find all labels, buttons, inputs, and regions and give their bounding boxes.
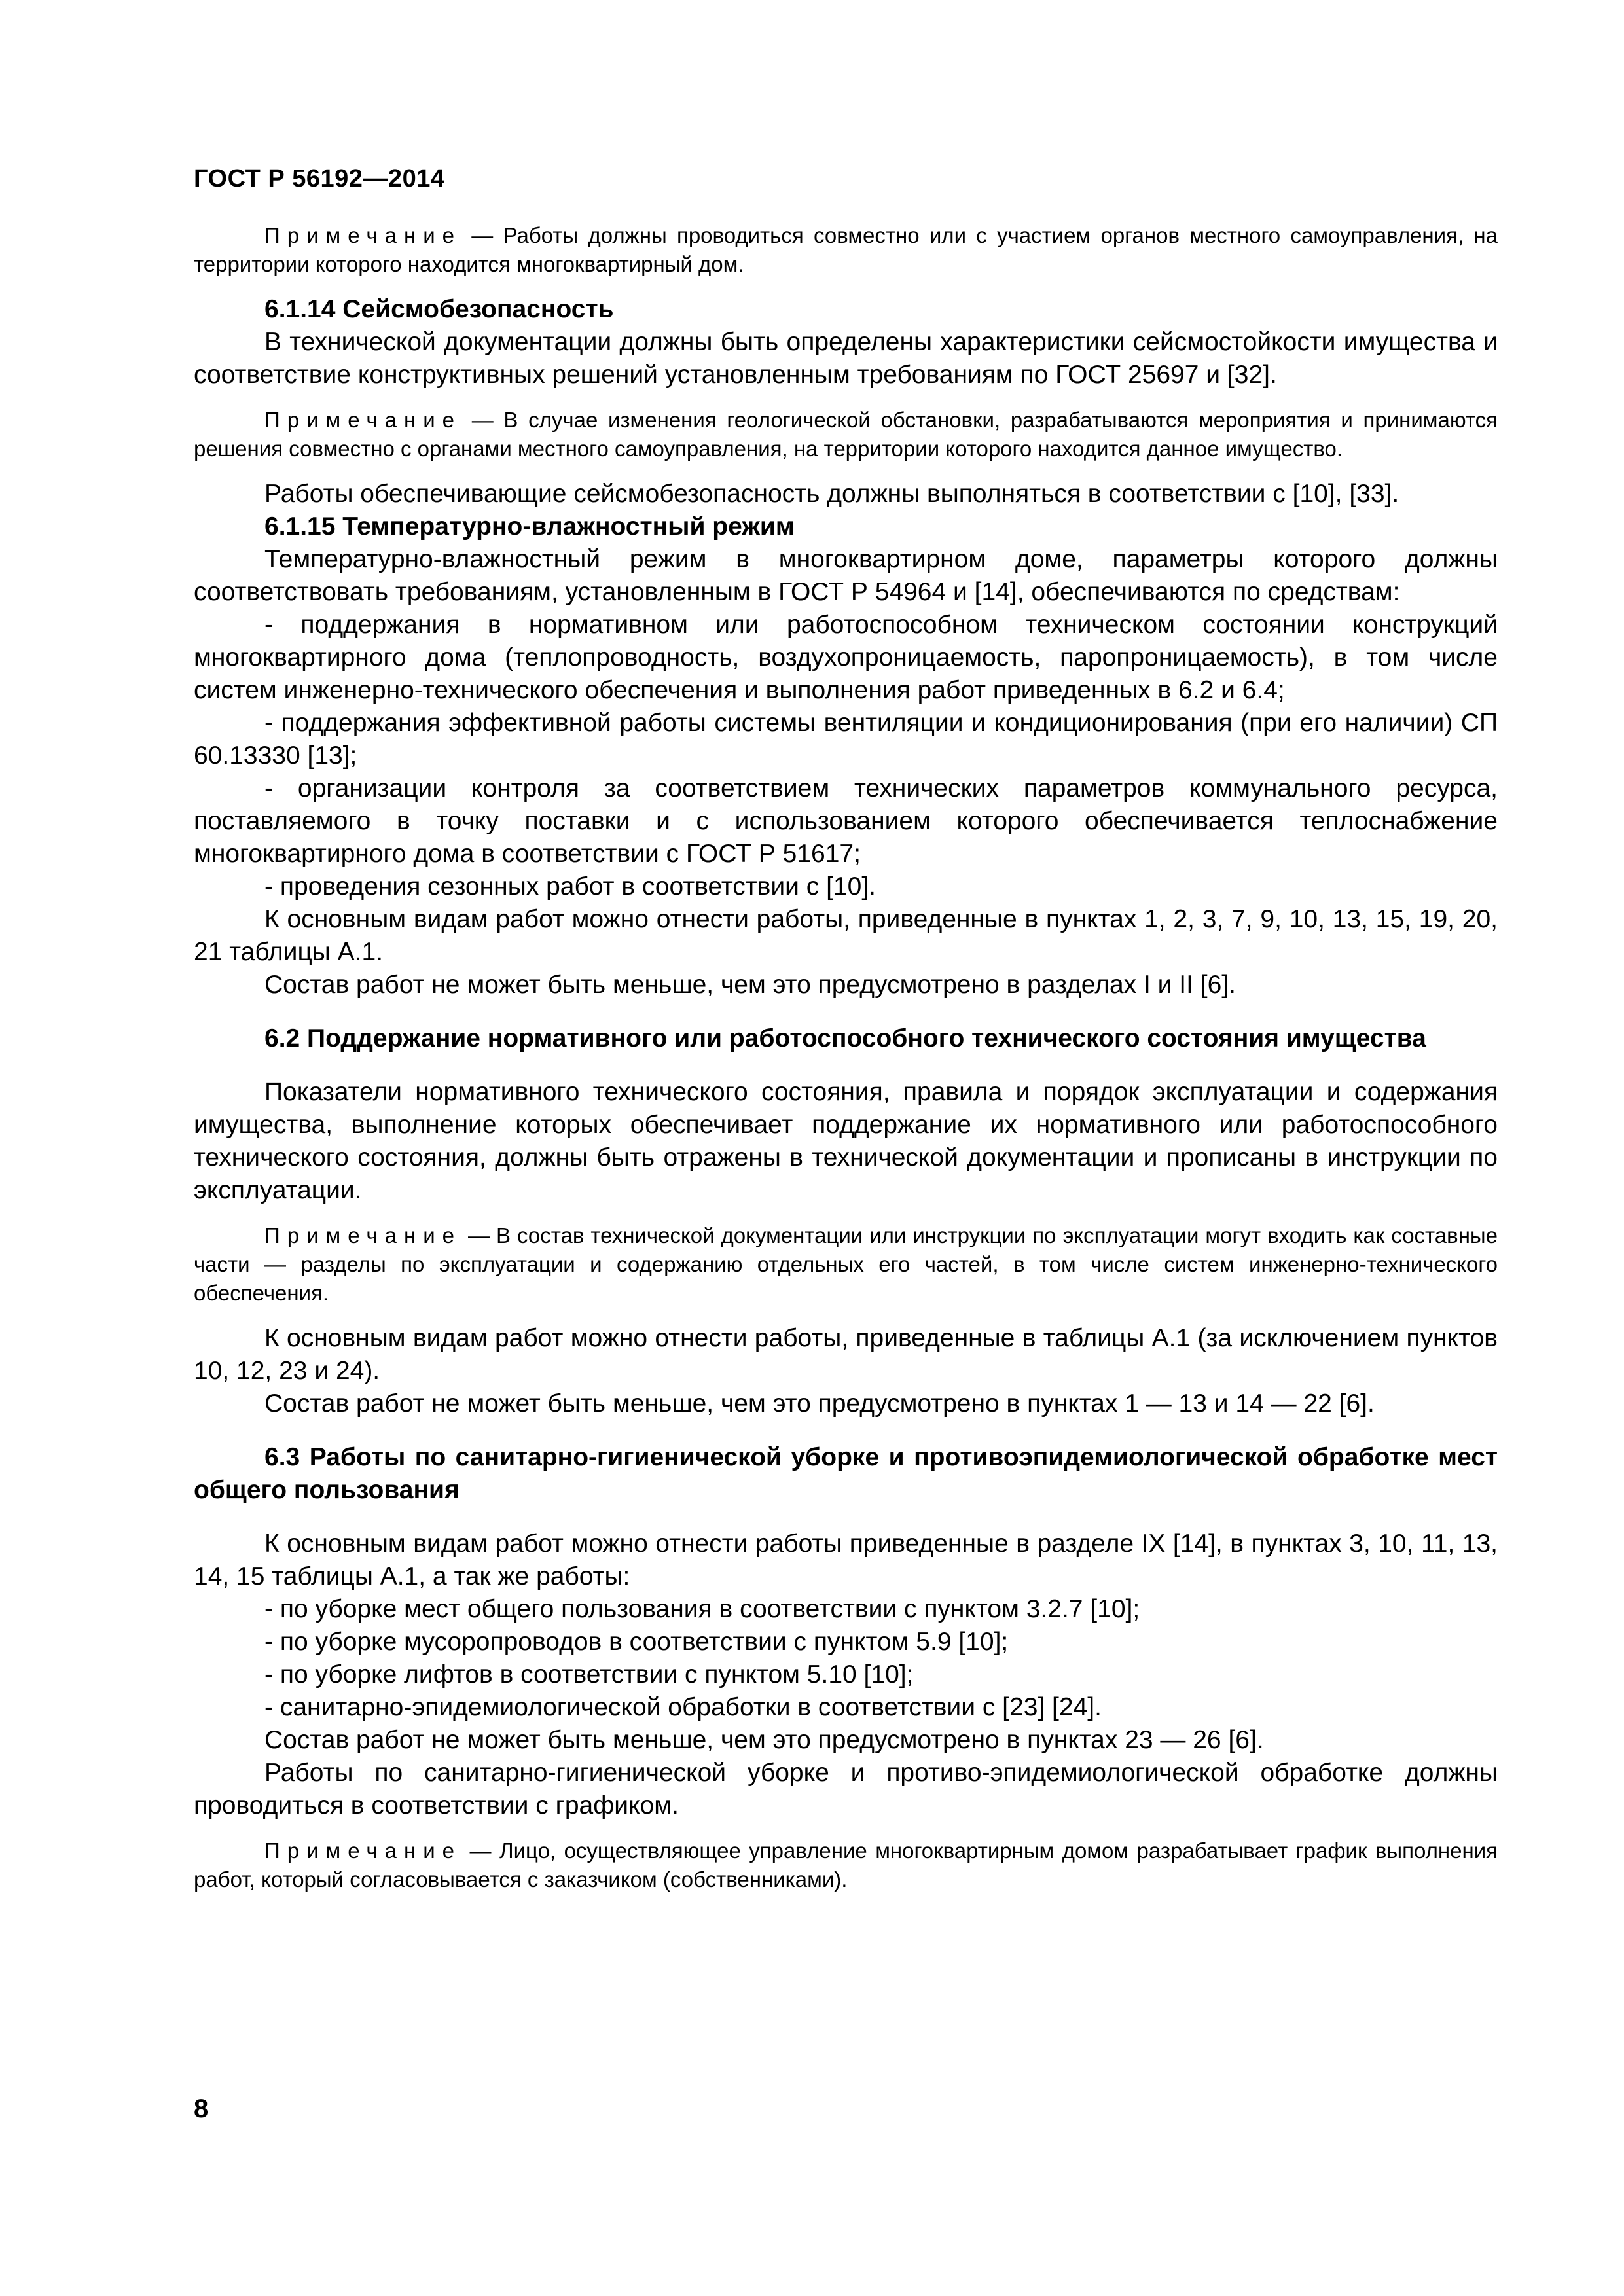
- list-item: - санитарно-эпидемиологической обработки в соответствии с [23] [24].: [264, 1693, 1102, 1721]
- body-paragraph: Состав работ не может быть меньше, чем это предусмотрено в разделах I и II [6].: [264, 971, 1236, 999]
- section-heading-6-1-14: 6.1.14 Сейсмобезопасность: [264, 295, 614, 323]
- list-item: - организации контроля за соответствием технических параметров коммунального ресурса, поставляемого в точку поставки и с использованием которого обеспечивается теплоснабжение многоквартирного дома в соответствии с ГОСТ Р 51617;: [194, 774, 1498, 868]
- list-item: - поддержания в нормативном или работоспособном техническом состоянии конструкций многоквартирного дома (теплопроводность, воздухопроницаемость, паропроницаемость), в том числе систем инженерно-технического обеспечения и выполнения работ приведенных в 6.2 и 6.4;: [194, 611, 1498, 704]
- note-text: — В случае изменения геологической обстановки, разрабатываются мероприятия и принимаются решения совместно с органами местного самоуправления, на территории которого находится данное имущество.: [194, 408, 1498, 461]
- note-label: Примечание: [264, 1223, 462, 1247]
- note-text: — Лицо, осуществляющее управление многоквартирным домом разрабатывает график выполнения работ, который согласовывается с заказчиком (собственниками).: [194, 1839, 1498, 1892]
- note-paragraph: [194, 1221, 1498, 1308]
- document-body: [194, 221, 1498, 1894]
- section-heading-6-2: 6.2 Поддержание нормативного или работоспособного технического состояния имущества: [264, 1024, 1426, 1052]
- body-paragraph: К основным видам работ можно отнести работы, приведенные в таблицы А.1 (за исключением пунктов 10, 12, 23 и 24).: [194, 1324, 1498, 1385]
- document-code-header: ГОСТ Р 56192—2014: [194, 165, 445, 192]
- list-item: - поддержания эффективной работы системы вентиляции и кондиционирования (при его наличии) СП 60.13330 [13];: [194, 709, 1498, 770]
- note-text: — Работы должны проводиться совместно или с участием органов местного самоуправления, на территории которого находится многоквартирный дом.: [194, 223, 1498, 276]
- body-paragraph: Работы по санитарно-гигиенической уборке и противо-эпидемиологической обработке должны проводиться в соответствии с графиком.: [194, 1759, 1498, 1820]
- body-paragraph: Показатели нормативного технического состояния, правила и порядок эксплуатации и содержания имущества, выполнение которых обеспечивает поддержание их нормативного или работоспособного технического состояния, должны быть отражены в технической документации и прописаны в инструкции по эксплуатации.: [194, 1078, 1498, 1204]
- body-paragraph: Работы обеспечивающие сейсмобезопасность должны выполняться в соответствии с [10], [33].: [264, 480, 1399, 508]
- note-paragraph: [194, 406, 1498, 463]
- page-number: 8: [194, 2094, 209, 2123]
- note-paragraph: [194, 1837, 1498, 1894]
- section-heading-6-3: 6.3 Работы по санитарно-гигиенической уборке и противоэпидемиологической обработке мест общего пользования: [194, 1443, 1498, 1504]
- body-paragraph: Состав работ не может быть меньше, чем это предусмотрено в пунктах 23 — 26 [6].: [264, 1726, 1264, 1754]
- note-label: Примечание: [264, 1839, 462, 1863]
- note-label: Примечание: [264, 408, 462, 432]
- body-paragraph: В технической документации должны быть определены характеристики сейсмостойкости имущества и соответствие конструктивных решений установленным требованиям по ГОСТ 25697 и [32].: [194, 328, 1498, 389]
- note-paragraph: [194, 221, 1498, 279]
- body-paragraph: Температурно-влажностный режим в многоквартирном доме, параметры которого должны соответствовать требованиям, установленным в ГОСТ Р 54964 и [14], обеспечиваются по средствам:: [194, 545, 1498, 606]
- list-item: - по уборке мест общего пользования в соответствии с пунктом 3.2.7 [10];: [264, 1595, 1140, 1623]
- note-label: Примечание: [264, 223, 462, 247]
- body-paragraph: Состав работ не может быть меньше, чем это предусмотрено в пунктах 1 — 13 и 14 — 22 [6].: [264, 1390, 1375, 1418]
- body-paragraph: К основным видам работ можно отнести работы, приведенные в пунктах 1, 2, 3, 7, 9, 10, 13, 15, 19, 20, 21 таблицы А.1.: [194, 905, 1498, 966]
- list-item: - по уборке мусоропроводов в соответствии с пунктом 5.9 [10];: [264, 1628, 1009, 1656]
- list-item: - по уборке лифтов в соответствии с пунктом 5.10 [10];: [264, 1660, 914, 1689]
- section-heading-6-1-15: 6.1.15 Температурно-влажностный режим: [264, 512, 795, 541]
- body-paragraph: К основным видам работ можно отнести работы приведенные в разделе IX [14], в пунктах 3, 10, 11, 13, 14, 15 таблицы А.1, а так же работы:: [194, 1530, 1498, 1590]
- list-item: - проведения сезонных работ в соответствии с [10].: [264, 872, 876, 901]
- note-text: — В состав технической документации или инструкции по эксплуатации могут входить как составные части — разделы по эксплуатации и содержанию отдельных его частей, в том числе систем инженерно-технического обеспечения.: [194, 1223, 1498, 1305]
